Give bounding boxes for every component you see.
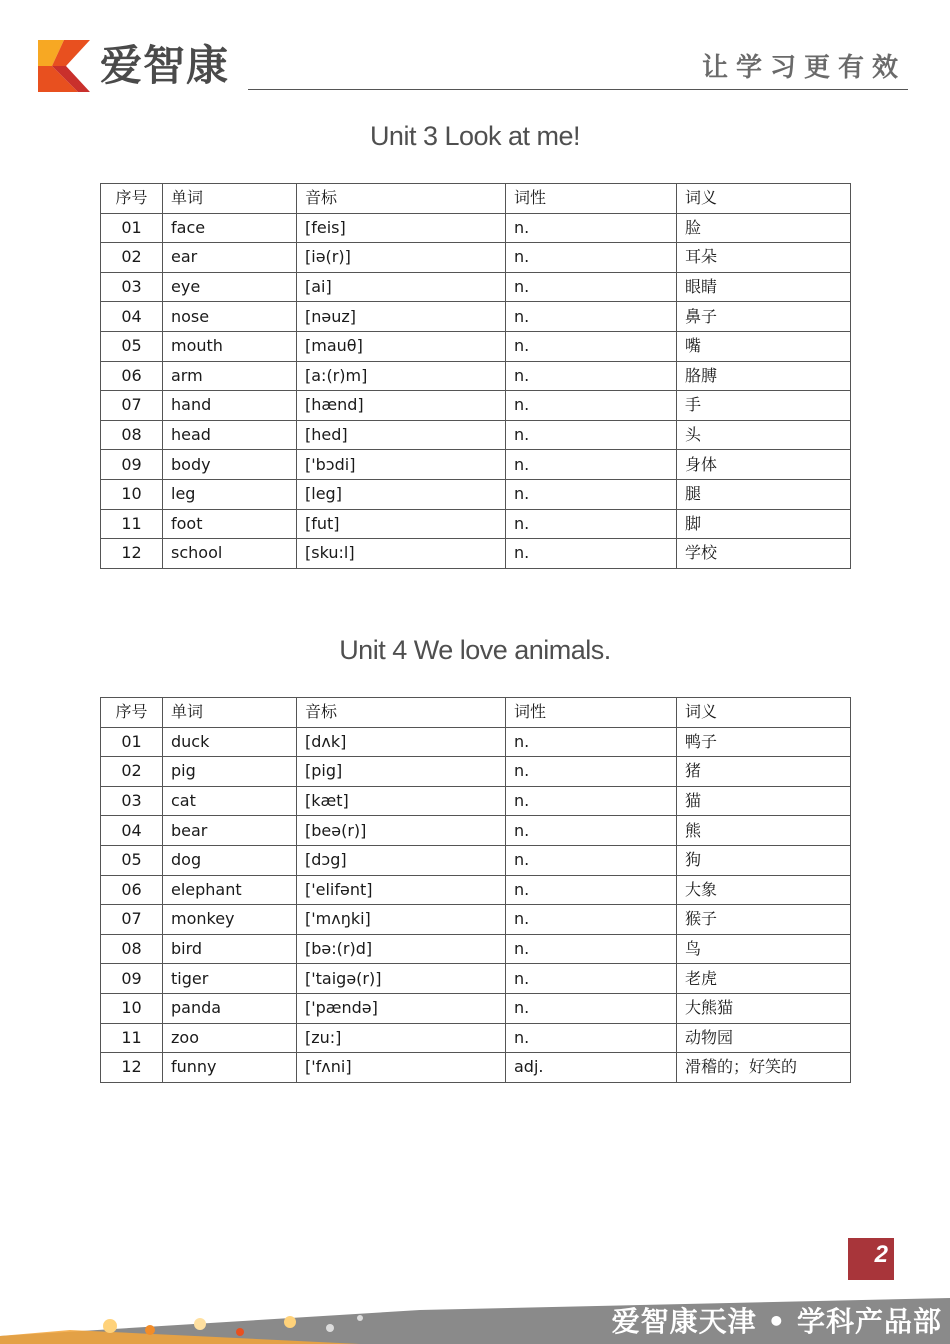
cell-word: foot bbox=[163, 509, 297, 539]
table-row bbox=[101, 1023, 851, 1053]
cell-meaning: 耳朵 bbox=[677, 243, 851, 273]
header-word: 单词 bbox=[163, 184, 297, 214]
header-part-of-speech: 词性 bbox=[506, 184, 677, 214]
cell-part-of-speech: n. bbox=[506, 243, 677, 273]
cell-index: 12 bbox=[101, 1053, 163, 1083]
cell-part-of-speech: n. bbox=[506, 539, 677, 569]
table-row bbox=[101, 539, 851, 569]
table-row bbox=[101, 905, 851, 935]
cell-word: pig bbox=[163, 757, 297, 787]
table-row bbox=[101, 272, 851, 302]
cell-word: dog bbox=[163, 845, 297, 875]
cell-part-of-speech: n. bbox=[506, 391, 677, 421]
cell-phonetic: [ai] bbox=[297, 272, 506, 302]
cell-phonetic: [dʌk] bbox=[297, 727, 506, 757]
cell-part-of-speech: n. bbox=[506, 934, 677, 964]
cell-meaning: 鼻子 bbox=[677, 302, 851, 332]
cell-phonetic: [iə(r)] bbox=[297, 243, 506, 273]
cell-word: cat bbox=[163, 786, 297, 816]
cell-word: hand bbox=[163, 391, 297, 421]
table-row bbox=[101, 727, 851, 757]
cell-word: leg bbox=[163, 479, 297, 509]
cell-meaning: 手 bbox=[677, 391, 851, 421]
cell-index: 08 bbox=[101, 420, 163, 450]
cell-meaning: 胳膊 bbox=[677, 361, 851, 391]
cell-meaning: 猴子 bbox=[677, 905, 851, 935]
cell-meaning: 大熊猫 bbox=[677, 993, 851, 1023]
cell-phonetic: [pig] bbox=[297, 757, 506, 787]
cell-phonetic: [leg] bbox=[297, 479, 506, 509]
cell-part-of-speech: n. bbox=[506, 786, 677, 816]
table-row bbox=[101, 816, 851, 846]
cell-part-of-speech: n. bbox=[506, 1023, 677, 1053]
cell-part-of-speech: n. bbox=[506, 905, 677, 935]
cell-word: ear bbox=[163, 243, 297, 273]
cell-index: 09 bbox=[101, 450, 163, 480]
cell-phonetic: ['mʌŋki] bbox=[297, 905, 506, 935]
cell-phonetic: ['bɔdi] bbox=[297, 450, 506, 480]
cell-part-of-speech: adj. bbox=[506, 1053, 677, 1083]
cell-index: 06 bbox=[101, 875, 163, 905]
cell-phonetic: [nəuz] bbox=[297, 302, 506, 332]
cell-meaning: 身体 bbox=[677, 450, 851, 480]
cell-part-of-speech: n. bbox=[506, 816, 677, 846]
cell-index: 02 bbox=[101, 757, 163, 787]
cell-phonetic: ['pændə] bbox=[297, 993, 506, 1023]
cell-phonetic: ['fʌni] bbox=[297, 1053, 506, 1083]
cell-phonetic: [hed] bbox=[297, 420, 506, 450]
cell-word: zoo bbox=[163, 1023, 297, 1053]
cell-phonetic: [hænd] bbox=[297, 391, 506, 421]
cell-index: 02 bbox=[101, 243, 163, 273]
cell-meaning: 腿 bbox=[677, 479, 851, 509]
cell-part-of-speech: n. bbox=[506, 331, 677, 361]
cell-word: monkey bbox=[163, 905, 297, 935]
cell-word: eye bbox=[163, 272, 297, 302]
cell-part-of-speech: n. bbox=[506, 845, 677, 875]
header-phonetic: 音标 bbox=[297, 698, 506, 728]
table-row bbox=[101, 361, 851, 391]
cell-index: 01 bbox=[101, 727, 163, 757]
cell-phonetic: [kæt] bbox=[297, 786, 506, 816]
cell-phonetic: [mauθ] bbox=[297, 331, 506, 361]
cell-index: 06 bbox=[101, 361, 163, 391]
cell-word: duck bbox=[163, 727, 297, 757]
header-divider bbox=[248, 89, 908, 90]
header-part-of-speech: 词性 bbox=[506, 698, 677, 728]
cell-word: tiger bbox=[163, 964, 297, 994]
table-row bbox=[101, 302, 851, 332]
cell-meaning: 大象 bbox=[677, 875, 851, 905]
table-row bbox=[101, 420, 851, 450]
cell-part-of-speech: n. bbox=[506, 757, 677, 787]
cell-index: 10 bbox=[101, 479, 163, 509]
cell-part-of-speech: n. bbox=[506, 361, 677, 391]
cell-index: 10 bbox=[101, 993, 163, 1023]
cell-meaning: 头 bbox=[677, 420, 851, 450]
table-row bbox=[101, 243, 851, 273]
cell-part-of-speech: n. bbox=[506, 479, 677, 509]
header-phonetic: 音标 bbox=[297, 184, 506, 214]
cell-word: funny bbox=[163, 1053, 297, 1083]
cell-meaning: 狗 bbox=[677, 845, 851, 875]
page-number: 2 bbox=[848, 1238, 894, 1280]
cell-part-of-speech: n. bbox=[506, 302, 677, 332]
cell-phonetic: ['taigə(r)] bbox=[297, 964, 506, 994]
table-row bbox=[101, 875, 851, 905]
cell-meaning: 熊 bbox=[677, 816, 851, 846]
unit-3-vocab-table bbox=[100, 183, 851, 569]
cell-meaning: 老虎 bbox=[677, 964, 851, 994]
cell-meaning: 猪 bbox=[677, 757, 851, 787]
cell-index: 07 bbox=[101, 905, 163, 935]
cell-index: 05 bbox=[101, 331, 163, 361]
header-index: 序号 bbox=[101, 184, 163, 214]
cell-word: mouth bbox=[163, 331, 297, 361]
cell-phonetic: [feis] bbox=[297, 213, 506, 243]
cell-word: school bbox=[163, 539, 297, 569]
table-row bbox=[101, 509, 851, 539]
cell-meaning: 脸 bbox=[677, 213, 851, 243]
cell-part-of-speech: n. bbox=[506, 964, 677, 994]
cell-word: face bbox=[163, 213, 297, 243]
cell-meaning: 鸟 bbox=[677, 934, 851, 964]
table-row bbox=[101, 450, 851, 480]
cell-meaning: 动物园 bbox=[677, 1023, 851, 1053]
cell-part-of-speech: n. bbox=[506, 450, 677, 480]
table-row bbox=[101, 479, 851, 509]
header-word: 单词 bbox=[163, 698, 297, 728]
table-row bbox=[101, 331, 851, 361]
table-row bbox=[101, 213, 851, 243]
cell-index: 03 bbox=[101, 786, 163, 816]
cell-part-of-speech: n. bbox=[506, 420, 677, 450]
cell-meaning: 眼睛 bbox=[677, 272, 851, 302]
cell-phonetic: [beə(r)] bbox=[297, 816, 506, 846]
unit-3-title: Unit 3 Look at me! bbox=[369, 121, 581, 151]
unit-4-vocab-table bbox=[100, 697, 851, 1083]
cell-phonetic: [dɔg] bbox=[297, 845, 506, 875]
cell-word: head bbox=[163, 420, 297, 450]
cell-index: 11 bbox=[101, 1023, 163, 1053]
cell-part-of-speech: n. bbox=[506, 213, 677, 243]
brand-name: 爱智康 bbox=[100, 41, 230, 90]
table-row bbox=[101, 1053, 851, 1083]
cell-index: 04 bbox=[101, 816, 163, 846]
cell-index: 01 bbox=[101, 213, 163, 243]
cell-meaning: 滑稽的；好笑的 bbox=[677, 1053, 851, 1083]
table-row bbox=[101, 964, 851, 994]
cell-meaning: 鸭子 bbox=[677, 727, 851, 757]
cell-phonetic: [bə:(r)d] bbox=[297, 934, 506, 964]
header-meaning: 词义 bbox=[677, 184, 851, 214]
cell-phonetic: [fut] bbox=[297, 509, 506, 539]
table-row bbox=[101, 391, 851, 421]
cell-part-of-speech: n. bbox=[506, 272, 677, 302]
table-row bbox=[101, 934, 851, 964]
cell-word: nose bbox=[163, 302, 297, 332]
cell-part-of-speech: n. bbox=[506, 993, 677, 1023]
cell-word: bear bbox=[163, 816, 297, 846]
cell-word: elephant bbox=[163, 875, 297, 905]
cell-meaning: 猫 bbox=[677, 786, 851, 816]
header-index: 序号 bbox=[101, 698, 163, 728]
cell-meaning: 脚 bbox=[677, 509, 851, 539]
cell-index: 11 bbox=[101, 509, 163, 539]
cell-phonetic: [zu:] bbox=[297, 1023, 506, 1053]
table-row bbox=[101, 993, 851, 1023]
cell-phonetic: [sku:l] bbox=[297, 539, 506, 569]
footer-text: 爱智康天津 • 学科产品部 bbox=[611, 1305, 942, 1338]
cell-index: 05 bbox=[101, 845, 163, 875]
cell-index: 09 bbox=[101, 964, 163, 994]
table-row bbox=[101, 786, 851, 816]
cell-part-of-speech: n. bbox=[506, 509, 677, 539]
cell-part-of-speech: n. bbox=[506, 875, 677, 905]
header-meaning: 词义 bbox=[677, 698, 851, 728]
cell-phonetic: [a:(r)m] bbox=[297, 361, 506, 391]
cell-index: 04 bbox=[101, 302, 163, 332]
table-header-row bbox=[101, 698, 851, 728]
cell-index: 08 bbox=[101, 934, 163, 964]
cell-index: 03 bbox=[101, 272, 163, 302]
cell-meaning: 嘴 bbox=[677, 331, 851, 361]
table-header-row bbox=[101, 184, 851, 214]
cell-word: bird bbox=[163, 934, 297, 964]
table-row bbox=[101, 845, 851, 875]
unit-4-title: Unit 4 We love animals. bbox=[339, 635, 611, 665]
slogan: 让学习更有效 bbox=[701, 53, 906, 83]
cell-meaning: 学校 bbox=[677, 539, 851, 569]
cell-word: arm bbox=[163, 361, 297, 391]
cell-part-of-speech: n. bbox=[506, 727, 677, 757]
cell-word: panda bbox=[163, 993, 297, 1023]
cell-phonetic: ['elifənt] bbox=[297, 875, 506, 905]
cell-word: body bbox=[163, 450, 297, 480]
table-row bbox=[101, 757, 851, 787]
cell-index: 07 bbox=[101, 391, 163, 421]
cell-index: 12 bbox=[101, 539, 163, 569]
aizhikang-logo-icon bbox=[38, 40, 90, 92]
